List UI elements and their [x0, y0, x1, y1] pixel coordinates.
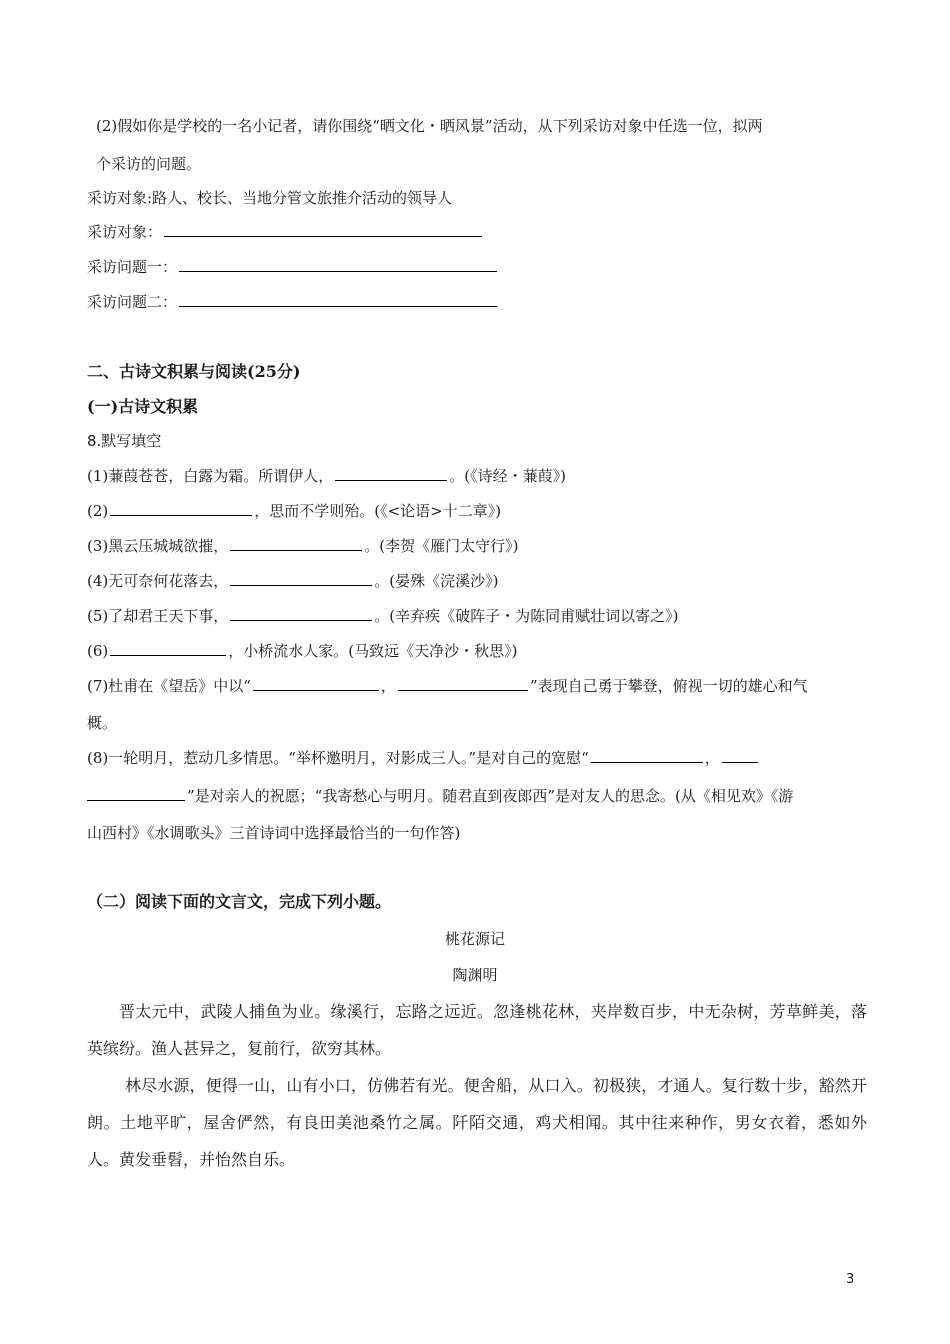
fill-item-1	[87, 466, 566, 486]
fill-item-8-middle: ”是对亲人的祝愿；“我寄愁心与明月。随君直到夜郎西”是对友人的思念。(从《相见欢》《游	[187, 787, 794, 805]
question-7-2-line1: (2)假如你是学校的一名小记者，请你围绕“晒文化・晒风景”活动，从下列采访对象中任选一位，拟两	[96, 117, 763, 135]
fill-item-5-blank[interactable]	[230, 606, 372, 621]
fill-item-2-prefix: (2)	[87, 502, 109, 520]
section-2-sub1-title: (一)古诗文积累	[87, 397, 199, 416]
fill-item-6-prefix: (6)	[87, 642, 109, 660]
passage-paragraph-1: 晋太元中，武陵人捕鱼为业。缘溪行，忘路之远近。忽逢桃花林，夹岸数百步，中无杂树，芳草鲜美，落英缤纷。渔人甚异之，复前行，欲穷其林。	[87, 1002, 867, 1058]
section-2-title: 二、古诗文积累与阅读(25分)	[87, 362, 301, 381]
fill-item-8-blank-b-start[interactable]	[722, 748, 758, 763]
fill-item-7-blank-b[interactable]	[398, 676, 528, 691]
fill-item-5-source: 。(辛弃疾《破阵子・为陈同甫赋壮词以寄之》)	[374, 607, 679, 625]
fill-item-8-prefix: (8)一轮明月，惹动几多情思。“举杯邀明月，对影成三人。”是对自己的宽慰“	[87, 749, 589, 767]
fill-item-7-sep: ，	[380, 677, 396, 695]
fill-item-8-line2	[87, 786, 793, 806]
interview-question1-label: 采访问题一：	[87, 258, 178, 276]
question-8-title: 8.默写填空	[87, 432, 162, 450]
question-7-2-line2: 个采访的问题。	[96, 155, 202, 173]
fill-item-7-blank-a[interactable]	[253, 676, 379, 691]
fill-item-4	[87, 571, 498, 591]
fill-item-8-line3: 山西村》《水调歌头》三首诗词中选择最恰当的一句作答)	[87, 824, 461, 842]
interview-question1-blank[interactable]	[179, 257, 497, 272]
page-number: 3	[846, 1272, 855, 1287]
fill-item-7-prefix: (7)杜甫在《望岳》中以“	[87, 677, 251, 695]
interview-target-field	[87, 222, 484, 242]
fill-item-3-prefix: (3)黑云压城城欲摧，	[87, 537, 229, 555]
fill-item-7-continued: 概。	[87, 714, 118, 732]
fill-item-1-source: 。(《诗经・蒹葭》)	[449, 467, 566, 485]
fill-item-4-prefix: (4)无可奈何花落去，	[87, 572, 229, 590]
fill-item-4-source: 。(晏殊《浣溪沙》)	[374, 572, 499, 590]
fill-item-6	[87, 641, 517, 661]
interview-question2-label: 采访问题二：	[87, 293, 178, 311]
fill-item-6-source: ，小桥流水人家。(马致远《天净沙・秋思》)	[228, 642, 518, 660]
fill-item-4-blank[interactable]	[230, 571, 372, 586]
fill-item-1-blank[interactable]	[335, 466, 447, 481]
interview-targets: 采访对象:路人、校长、当地分管文旅推介活动的领导人	[87, 189, 453, 207]
fill-item-2	[87, 501, 501, 521]
fill-item-8-sep: ，	[704, 749, 720, 767]
fill-item-5	[87, 606, 678, 626]
fill-item-8-blank-b-end[interactable]	[87, 786, 185, 801]
interview-question2-field	[87, 292, 499, 312]
interview-question2-blank[interactable]	[179, 292, 497, 307]
fill-item-7-suffix: ”表现自己勇于攀登，俯视一切的雄心和气	[529, 677, 808, 695]
interview-question1-field	[87, 257, 499, 277]
section-2-sub2-title: （二）阅读下面的文言文，完成下列小题。	[87, 892, 392, 911]
fill-item-3-blank[interactable]	[230, 536, 362, 551]
fill-item-1-prefix: (1)蒹葭苍苍，白露为霜。所谓伊人，	[87, 467, 334, 485]
passage-body	[87, 993, 867, 1178]
fill-item-7	[87, 676, 808, 696]
fill-item-5-prefix: (5)了却君王天下事，	[87, 607, 229, 625]
fill-item-6-blank[interactable]	[110, 641, 226, 656]
fill-item-3	[87, 536, 518, 556]
interview-target-label: 采访对象：	[87, 223, 163, 241]
fill-item-8-blank-a[interactable]	[591, 748, 703, 763]
interview-target-blank[interactable]	[164, 222, 482, 237]
fill-item-2-blank[interactable]	[110, 501, 252, 516]
fill-item-8	[87, 748, 760, 768]
passage-author: 陶渊明	[452, 966, 498, 984]
fill-item-3-source: 。(李贺《雁门太守行》)	[364, 537, 519, 555]
fill-item-2-source: ，思而不学则殆。(《<论语>十二章》)	[254, 502, 502, 520]
passage-title: 桃花源记	[444, 930, 505, 948]
passage-paragraph-2: 林尽水源，便得一山，山有小口，仿佛若有光。便舍船，从口入。初极狭，才通人。复行数十步，豁然开朗。土地平旷，屋舍俨然，有良田美池桑竹之属。阡陌交通，鸡犬相闻。其中往来种作，男女衣着，悉如外人。黄发垂髫，并怡然自乐。	[87, 1076, 867, 1169]
